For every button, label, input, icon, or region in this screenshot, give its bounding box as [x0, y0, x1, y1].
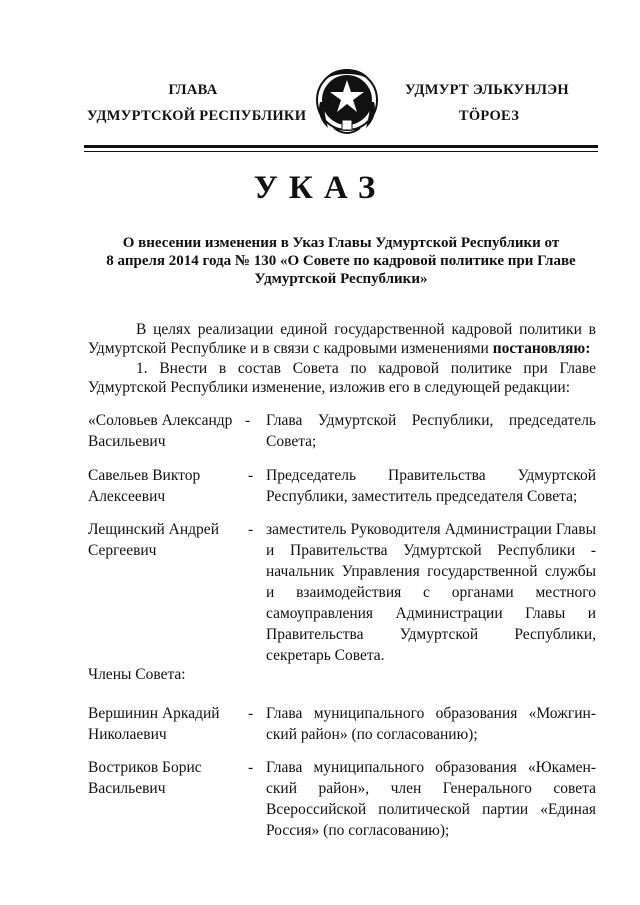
member-name: [88, 410, 251, 452]
member-name: [88, 519, 248, 561]
member-name-line1: Савельев Виктор: [88, 467, 201, 484]
member-dash: -: [248, 521, 254, 538]
preamble-paragraph: [88, 321, 596, 358]
udmurt-coat-of-arms-icon: [312, 62, 382, 140]
member-name-line1: Лещинский Андрей: [88, 521, 219, 538]
item-1-text: 1. Внести в состав Совета по кадровой политике при Главе Удмуртской Республики изменение, изложив его в следующей редакции:: [88, 360, 596, 396]
member-name-line2: Васильевич: [88, 433, 166, 450]
header-left-line1: ГЛАВА: [168, 82, 218, 98]
header-rule-thick: [84, 145, 598, 148]
member-name-line1: Вершинин Аркадий: [88, 705, 220, 722]
member-role: Глава муниципального образования «Юкамен-ский район», член Генерального совета Всероссийской политической партии «Единая Россия» (по согласованию);: [266, 759, 596, 839]
member-name-line1: «Соловьев Александр: [88, 412, 233, 429]
header-left-line2: УДМУРТСКОЙ РЕСПУБЛИКИ: [87, 108, 307, 124]
preamble-bold: постановляю:: [492, 339, 591, 357]
member-dash: -: [248, 759, 254, 776]
member-name: [88, 465, 248, 507]
member-name-line2: Алексеевич: [88, 488, 166, 505]
member-dash: -: [248, 467, 254, 484]
header-rule-thin: [84, 151, 598, 152]
members-heading: Члены Совета:: [88, 666, 186, 683]
member-name-line2: Николаевич: [88, 726, 167, 743]
member-name-line2: Васильевич: [88, 780, 166, 797]
item-1-paragraph: [88, 360, 596, 397]
member-role: Глава Удмуртской Республики, председатель Совета;: [266, 412, 596, 450]
member-name-line2: Сергеевич: [88, 542, 157, 559]
member-name: [88, 703, 248, 745]
member-dash: -: [248, 705, 254, 722]
member-name-line1: Востриков Борис: [88, 759, 202, 776]
header-right-line1: УДМУРТ ЭЛЬКУНЛЭН: [405, 82, 569, 98]
subject-line1: О внесении изменения в Указ Главы Удмуртской Республики от: [122, 235, 560, 251]
document-title: УКАЗ: [253, 170, 387, 206]
document-subject: [84, 234, 598, 288]
member-dash: -: [245, 412, 251, 429]
member-role: Глава муниципального образования «Можгин-ский район» (по согласованию);: [266, 705, 596, 743]
subject-line2: 8 апреля 2014 года № 130 «О Совете по кадровой политике при Главе: [106, 253, 576, 269]
subject-line3: Удмуртской Республики»: [254, 271, 428, 287]
preamble-text: В целях реализации единой государственной кадровой политики в Удмуртской Республике и в связи с кадровыми изменениями: [88, 321, 596, 357]
header-right-line2: ТӦРОЕЗ: [458, 108, 520, 124]
member-role: Председатель Правительства Удмуртской Республики, заместитель председателя Совета;: [266, 467, 596, 505]
member-role: заместитель Руководителя Администрации Главы и Правительства Удмуртской Республики - начальник Управления государственной службы и взаимодействия с органами местного самоуправления Администрации Главы и Правительства Удмуртской Республики, секретарь Совета.: [266, 521, 596, 664]
member-name: [88, 757, 248, 799]
